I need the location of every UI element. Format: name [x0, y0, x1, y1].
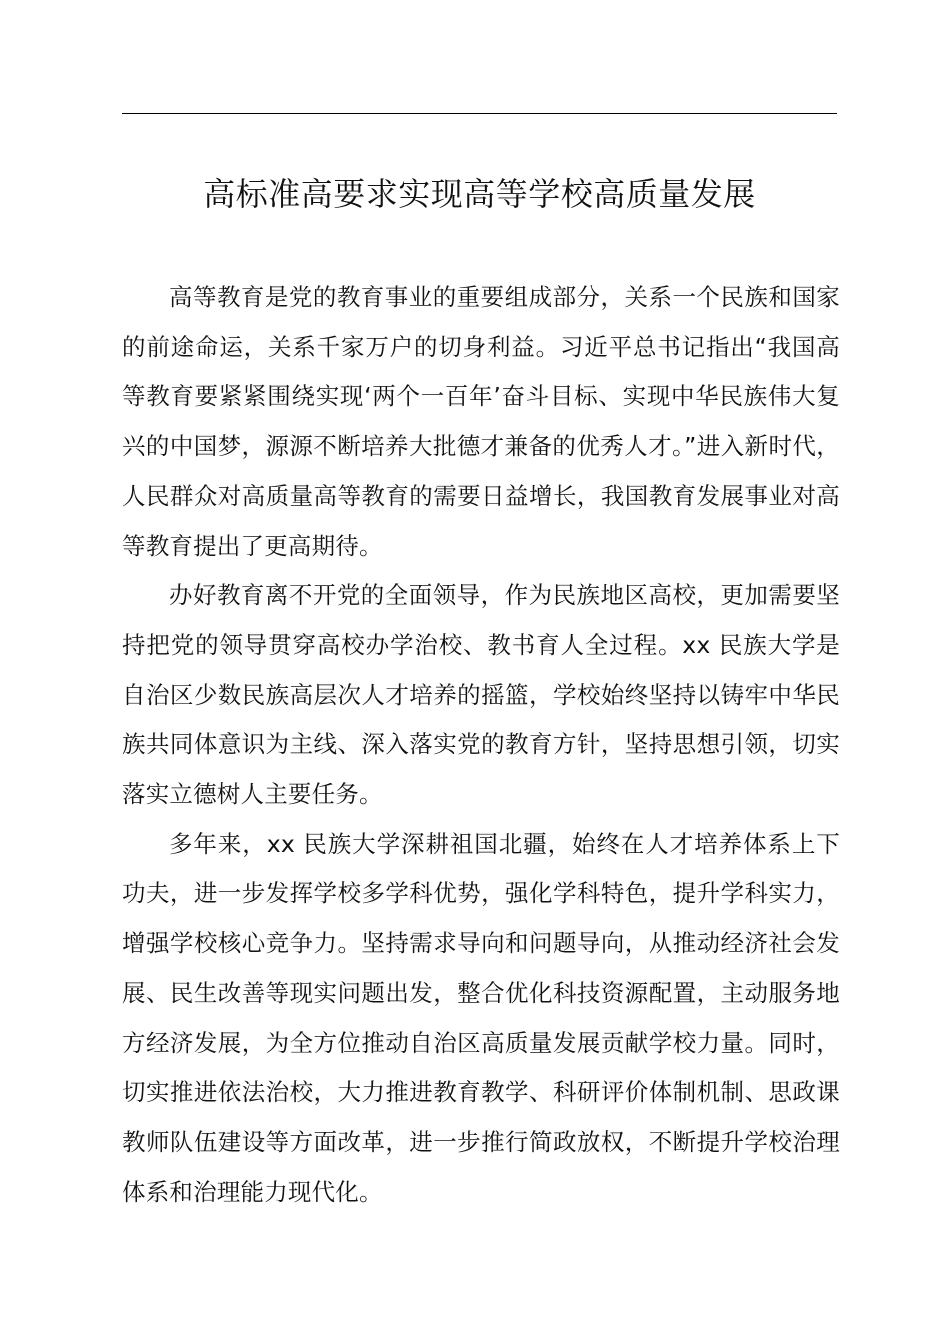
document-body: [122, 273, 840, 1217]
paragraph-2: 办好教育离不开党的全面领导，作为民族地区高校，更加需要坚持把党的领导贯穿高校办学治校、教书育人全过程。xx 民族大学是自治区少数民族高层次人才培养的摇篮，学校始终坚持以铸牢中华民族共同体意识为主线、深入落实党的教育方针，坚持思想引领，切实落实立德树人主要任务。: [122, 581, 840, 809]
document-title: 高标准高要求实现高等学校高质量发展: [203, 175, 756, 213]
paragraph-3: 多年来，xx 民族大学深耕祖国北疆，始终在人才培养体系上下功夫，进一步发挥学校多学科优势，强化学科特色，提升学科实力，增强学校核心竞争力。坚持需求导向和问题导向，从推动经济社会发展、民生改善等现实问题出发，整合优化科技资源配置，主动服务地方经济发展，为全方位推动自治区高质量发展贡献学校力量。同时，切实推进依法治校，大力推进教育教学、科研评价体制机制、思政课教师队伍建设等方面改革，进一步推行简政放权，不断提升学校治理体系和治理能力现代化。: [122, 829, 840, 1206]
paragraph-1: 高等教育是党的教育事业的重要组成部分，关系一个民族和国家的前途命运，关系千家万户的切身利益。习近平总书记指出“我国高等教育要紧紧围绕实现‘两个一百年’奋斗目标、实现中华民族伟大复兴的中国梦，源源不断培养大批德才兼备的优秀人才。”进入新时代，人民群众对高质量高等教育的需要日益增长，我国教育发展事业对高等教育提出了更高期待。: [122, 283, 840, 560]
header-rule: [122, 113, 837, 114]
